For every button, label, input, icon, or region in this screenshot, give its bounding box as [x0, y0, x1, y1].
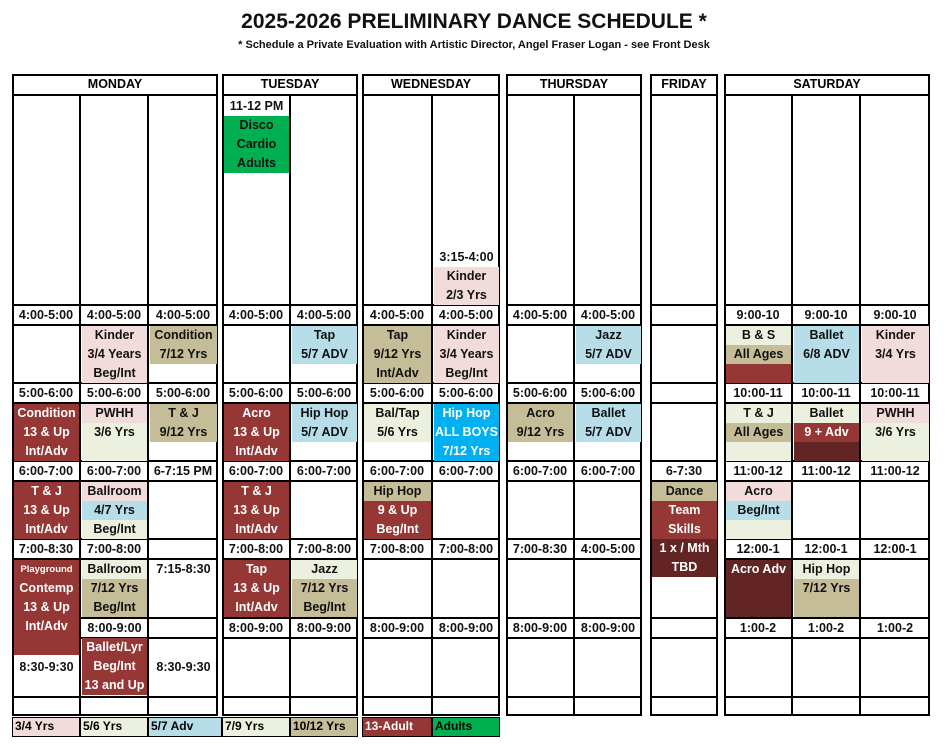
time-slot: 4:00-5:00 [18, 308, 74, 322]
class-line: 2/3 Yrs [434, 286, 499, 305]
day-header: TUESDAY [222, 74, 358, 96]
row-divider [650, 617, 718, 619]
legend-item: 13-Adult [362, 717, 432, 737]
time-slot: 7:00-8:00 [86, 542, 142, 556]
class-block[interactable] [794, 560, 859, 617]
class-line [726, 442, 791, 461]
class-block[interactable] [862, 404, 929, 461]
class-line: Ballet [794, 404, 859, 423]
time-slot: 5:00-6:00 [86, 386, 142, 400]
class-block[interactable] [150, 658, 217, 677]
class-line: 13 & Up [224, 579, 289, 598]
class-line: 5/7 ADV [576, 345, 641, 364]
time-slot: 8:00-9:00 [580, 621, 636, 635]
class-line: Kinder [862, 326, 929, 345]
class-line: Beg/Int [82, 520, 147, 539]
class-block[interactable] [726, 560, 791, 617]
time-slot: 1:00-2 [739, 621, 777, 635]
class-block[interactable] [224, 482, 289, 539]
legend-item: 7/9 Yrs [222, 717, 290, 737]
class-line: 13 & Up [224, 423, 289, 442]
class-line: Tap [224, 560, 289, 579]
time-slot: 8:00-9:00 [438, 621, 494, 635]
class-line: T & J [224, 482, 289, 501]
time-slot: 5:00-6:00 [155, 386, 211, 400]
time-slot: 4:00-5:00 [580, 308, 636, 322]
class-line: 8:30-9:30 [156, 660, 211, 674]
class-line: Int/Adv [224, 442, 289, 461]
time-slot: 12:00-1 [804, 542, 848, 556]
class-line: Bal/Tap [364, 404, 431, 423]
time-slot: 8:00-9:00 [296, 621, 352, 635]
class-line: Int/Adv [364, 364, 431, 383]
class-block[interactable] [652, 482, 717, 577]
row-divider [362, 696, 500, 698]
class-block[interactable] [82, 482, 147, 539]
class-line: 6/8 ADV [794, 345, 859, 364]
class-line: 13 & Up [224, 501, 289, 520]
class-block[interactable] [292, 404, 357, 461]
class-block[interactable] [434, 248, 499, 305]
legend-item: 3/4 Yrs [12, 717, 80, 737]
class-line: Beg/Int [82, 598, 147, 617]
class-line: Int/Adv [224, 520, 289, 539]
class-line: T & J [14, 482, 79, 501]
row-divider [362, 558, 500, 560]
class-line [292, 442, 357, 461]
class-line: 3/4 Years [434, 345, 499, 364]
page-subtitle: * Schedule a Private Evaluation with Artistic Director, Angel Fraser Logan - see Front Desk [238, 39, 710, 51]
time-slot: 4:00-5:00 [438, 308, 494, 322]
class-block[interactable] [224, 404, 289, 461]
time-slot: 8:00-9:00 [369, 621, 425, 635]
class-block[interactable] [224, 97, 289, 173]
time-slot: 6:00-7:00 [18, 464, 74, 478]
class-block[interactable] [14, 404, 79, 461]
class-line [794, 364, 859, 383]
class-line: TBD [652, 558, 717, 577]
class-line [794, 442, 859, 461]
class-line: Condition [14, 404, 79, 423]
row-divider [506, 480, 642, 482]
class-line: 1 x / Mth [652, 539, 717, 558]
row-divider [650, 696, 718, 698]
class-line: 5/6 Yrs [364, 423, 431, 442]
class-line: Hip Hop [794, 560, 859, 579]
class-line [794, 598, 859, 617]
time-slot: 11:00-12 [801, 464, 851, 478]
class-line: 7:15-8:30 [156, 562, 211, 576]
class-line: 8:30-9:30 [19, 660, 74, 674]
legend-item: 10/12 Yrs [290, 717, 358, 737]
class-block[interactable] [862, 326, 929, 383]
time-slot: 12:00-1 [736, 542, 780, 556]
row-divider [362, 637, 500, 639]
class-line [14, 636, 79, 655]
class-line: All Ages [726, 345, 791, 364]
class-line: ALL BOYS [434, 423, 499, 442]
class-line: Kinder [434, 326, 499, 345]
class-line: Kinder [82, 326, 147, 345]
time-slot: 4:00-5:00 [86, 308, 142, 322]
day-header: FRIDAY [650, 74, 718, 96]
class-line: 3/4 Yrs [862, 345, 929, 364]
class-line: Team [652, 501, 717, 520]
time-slot: 6:00-7:00 [512, 464, 568, 478]
class-line [576, 442, 641, 461]
class-line: Beg/Int [82, 657, 147, 676]
row-divider [650, 304, 718, 306]
class-line [862, 364, 929, 383]
class-line: 5/7 ADV [292, 345, 357, 364]
time-slot: 11:00-12 [870, 464, 920, 478]
class-line: 7/12 Yrs [434, 442, 499, 461]
class-block[interactable] [794, 404, 859, 461]
class-block[interactable] [364, 482, 431, 539]
time-slot: 7:00-8:00 [438, 542, 494, 556]
class-block[interactable] [434, 404, 499, 461]
time-slot: 6:00-7:00 [580, 464, 636, 478]
class-line: Tap [292, 326, 357, 345]
class-line: Kinder [434, 267, 499, 286]
time-slot: 6:00-7:00 [438, 464, 494, 478]
class-block[interactable] [508, 404, 573, 461]
class-block[interactable] [292, 560, 357, 617]
time-slot: 10:00-11 [801, 386, 851, 400]
class-block[interactable] [292, 326, 357, 383]
row-divider [506, 558, 642, 560]
time-slot: 8:00-9:00 [228, 621, 284, 635]
class-line: Jazz [576, 326, 641, 345]
time-slot: 7:00-8:30 [512, 542, 568, 556]
class-block[interactable] [364, 404, 431, 461]
class-line: PWHH [862, 404, 929, 423]
class-line: Int/Adv [14, 520, 79, 539]
time-slot: 4:00-5:00 [296, 308, 352, 322]
class-line [862, 442, 929, 461]
class-line: Hip Hop [292, 404, 357, 423]
class-block[interactable] [576, 326, 641, 383]
class-line: Disco [224, 116, 289, 135]
class-line [576, 364, 641, 383]
time-slot: 9:00-10 [873, 308, 917, 322]
legend-item: 5/7 Adv [148, 717, 222, 737]
class-line: Hip Hop [434, 404, 499, 423]
row-divider [222, 637, 358, 639]
class-line: Dance [652, 482, 717, 501]
class-block[interactable] [576, 404, 641, 461]
class-block[interactable] [224, 560, 289, 617]
time-slot: 10:00-11 [733, 386, 783, 400]
time-slot: 10:00-11 [870, 386, 920, 400]
class-block[interactable] [14, 658, 79, 677]
time-slot: 4:00-5:00 [580, 542, 636, 556]
class-line: 7/12 Yrs [150, 345, 217, 364]
time-slot: 7:00-8:00 [228, 542, 284, 556]
class-block[interactable] [150, 326, 217, 383]
class-block[interactable] [726, 404, 791, 461]
time-slot: 7:00-8:00 [296, 542, 352, 556]
class-line: Beg/Int [726, 501, 791, 520]
class-block[interactable] [794, 326, 859, 383]
class-line: Int/Adv [224, 598, 289, 617]
class-line: Tap [364, 326, 431, 345]
class-line: Beg/Int [364, 520, 431, 539]
time-slot: 5:00-6:00 [18, 386, 74, 400]
day-header: MONDAY [12, 74, 218, 96]
page-title: 2025-2026 PRELIMINARY DANCE SCHEDULE * [241, 10, 707, 33]
class-line: PWHH [82, 404, 147, 423]
time-slot: 9:00-10 [804, 308, 848, 322]
class-line: Int/Adv [14, 617, 79, 636]
class-line: Jazz [292, 560, 357, 579]
class-line: 3:15-4:00 [439, 250, 494, 264]
row-divider [650, 324, 718, 326]
class-line: T & J [726, 404, 791, 423]
class-line: 7/12 Yrs [794, 579, 859, 598]
time-slot: 6-7:15 PM [153, 464, 213, 478]
row-divider [650, 402, 718, 404]
row-divider [724, 637, 930, 639]
class-line: Int/Adv [14, 442, 79, 461]
class-line: 4/7 Yrs [82, 501, 147, 520]
time-slot: 7:00-8:00 [369, 542, 425, 556]
time-slot: 6:00-7:00 [86, 464, 142, 478]
time-slot: 5:00-6:00 [296, 386, 352, 400]
class-line: Ballet [576, 404, 641, 423]
class-line: 3/6 Yrs [862, 423, 929, 442]
class-line: 5/7 ADV [292, 423, 357, 442]
class-line: 3/4 Years [82, 345, 147, 364]
row-divider [724, 696, 930, 698]
class-line: Playground [14, 560, 79, 579]
class-line [150, 364, 217, 383]
legend-item: Adults [432, 717, 500, 737]
class-block[interactable] [82, 326, 147, 383]
class-line [82, 442, 147, 461]
class-line [726, 520, 791, 539]
class-line: 9/12 Yrs [508, 423, 573, 442]
class-line [508, 442, 573, 461]
class-line: Beg/Int [292, 598, 357, 617]
class-line: 5/7 ADV [576, 423, 641, 442]
time-slot: 5:00-6:00 [228, 386, 284, 400]
time-slot: 5:00-6:00 [369, 386, 425, 400]
time-slot: 7:00-8:30 [18, 542, 74, 556]
time-slot: 6:00-7:00 [228, 464, 284, 478]
class-line: Skills [652, 520, 717, 539]
class-block[interactable] [726, 482, 791, 539]
class-line [726, 579, 791, 598]
class-line: Ballroom [82, 482, 147, 501]
row-divider [222, 696, 358, 698]
time-slot: 6:00-7:00 [369, 464, 425, 478]
class-block[interactable] [150, 404, 217, 461]
class-line [150, 442, 217, 461]
class-line: Ballet [794, 326, 859, 345]
class-line: T & J [150, 404, 217, 423]
class-line: Condition [150, 326, 217, 345]
class-block[interactable] [434, 326, 499, 383]
time-slot: 5:00-6:00 [512, 386, 568, 400]
class-line: 11-12 PM [229, 99, 284, 113]
class-line: Cardio [224, 135, 289, 154]
class-line: Ballet/Lyr [82, 638, 147, 657]
day-header: THURSDAY [506, 74, 642, 96]
class-block[interactable] [14, 482, 79, 539]
class-block[interactable] [150, 560, 217, 579]
time-slot: 12:00-1 [873, 542, 917, 556]
day-frame [650, 74, 718, 716]
class-line: B & S [726, 326, 791, 345]
column-divider [147, 94, 149, 716]
column-divider [79, 94, 81, 716]
time-slot: 9:00-10 [736, 308, 780, 322]
class-block[interactable] [82, 619, 147, 695]
class-line [726, 598, 791, 617]
time-slot: 4:00-5:00 [512, 308, 568, 322]
class-block[interactable] [82, 404, 147, 461]
class-line: 7/12 Yrs [82, 579, 147, 598]
time-slot: 6-7:30 [665, 464, 703, 478]
row-divider [650, 637, 718, 639]
class-line: 9 & Up [364, 501, 431, 520]
class-block[interactable] [364, 326, 431, 383]
class-block[interactable] [14, 560, 79, 655]
time-slot: 11:00-12 [733, 464, 783, 478]
class-line: 13 & Up [14, 598, 79, 617]
time-slot: 6:00-7:00 [296, 464, 352, 478]
time-slot: 4:00-5:00 [155, 308, 211, 322]
time-slot: 5:00-6:00 [580, 386, 636, 400]
time-slot: 4:00-5:00 [228, 308, 284, 322]
class-line: 13 & Up [14, 501, 79, 520]
class-line: Acro [726, 482, 791, 501]
class-line: 9/12 Yrs [364, 345, 431, 364]
time-slot: 1:00-2 [876, 621, 914, 635]
class-line: Beg/Int [434, 364, 499, 383]
time-slot: 8:00-9:00 [512, 621, 568, 635]
class-line: 9/12 Yrs [150, 423, 217, 442]
class-line [726, 364, 791, 383]
class-line: 7/12 Yrs [292, 579, 357, 598]
time-slot: 1:00-2 [807, 621, 845, 635]
row-divider [506, 637, 642, 639]
class-line: 9 + Adv [794, 423, 859, 442]
class-block[interactable] [82, 560, 147, 617]
day-header: SATURDAY [724, 74, 930, 96]
class-line: 3/6 Yrs [82, 423, 147, 442]
class-line: Acro [224, 404, 289, 423]
row-divider [650, 382, 718, 384]
class-line: 13 & Up [14, 423, 79, 442]
class-line: 8:00-9:00 [87, 621, 142, 635]
class-line: Acro Adv [726, 560, 791, 579]
day-header: WEDNESDAY [362, 74, 500, 96]
class-line [364, 442, 431, 461]
class-block[interactable] [726, 326, 791, 383]
legend-item: 5/6 Yrs [80, 717, 148, 737]
row-divider [12, 696, 218, 698]
class-line: All Ages [726, 423, 791, 442]
class-line: Contemp [14, 579, 79, 598]
row-divider [506, 696, 642, 698]
time-slot: 5:00-6:00 [438, 386, 494, 400]
class-line: Adults [224, 154, 289, 173]
time-slot: 4:00-5:00 [369, 308, 425, 322]
class-line: Acro [508, 404, 573, 423]
class-line: Hip Hop [364, 482, 431, 501]
class-line: 13 and Up [82, 676, 147, 695]
class-line [292, 364, 357, 383]
class-line: Beg/Int [82, 364, 147, 383]
class-line: Ballroom [82, 560, 147, 579]
